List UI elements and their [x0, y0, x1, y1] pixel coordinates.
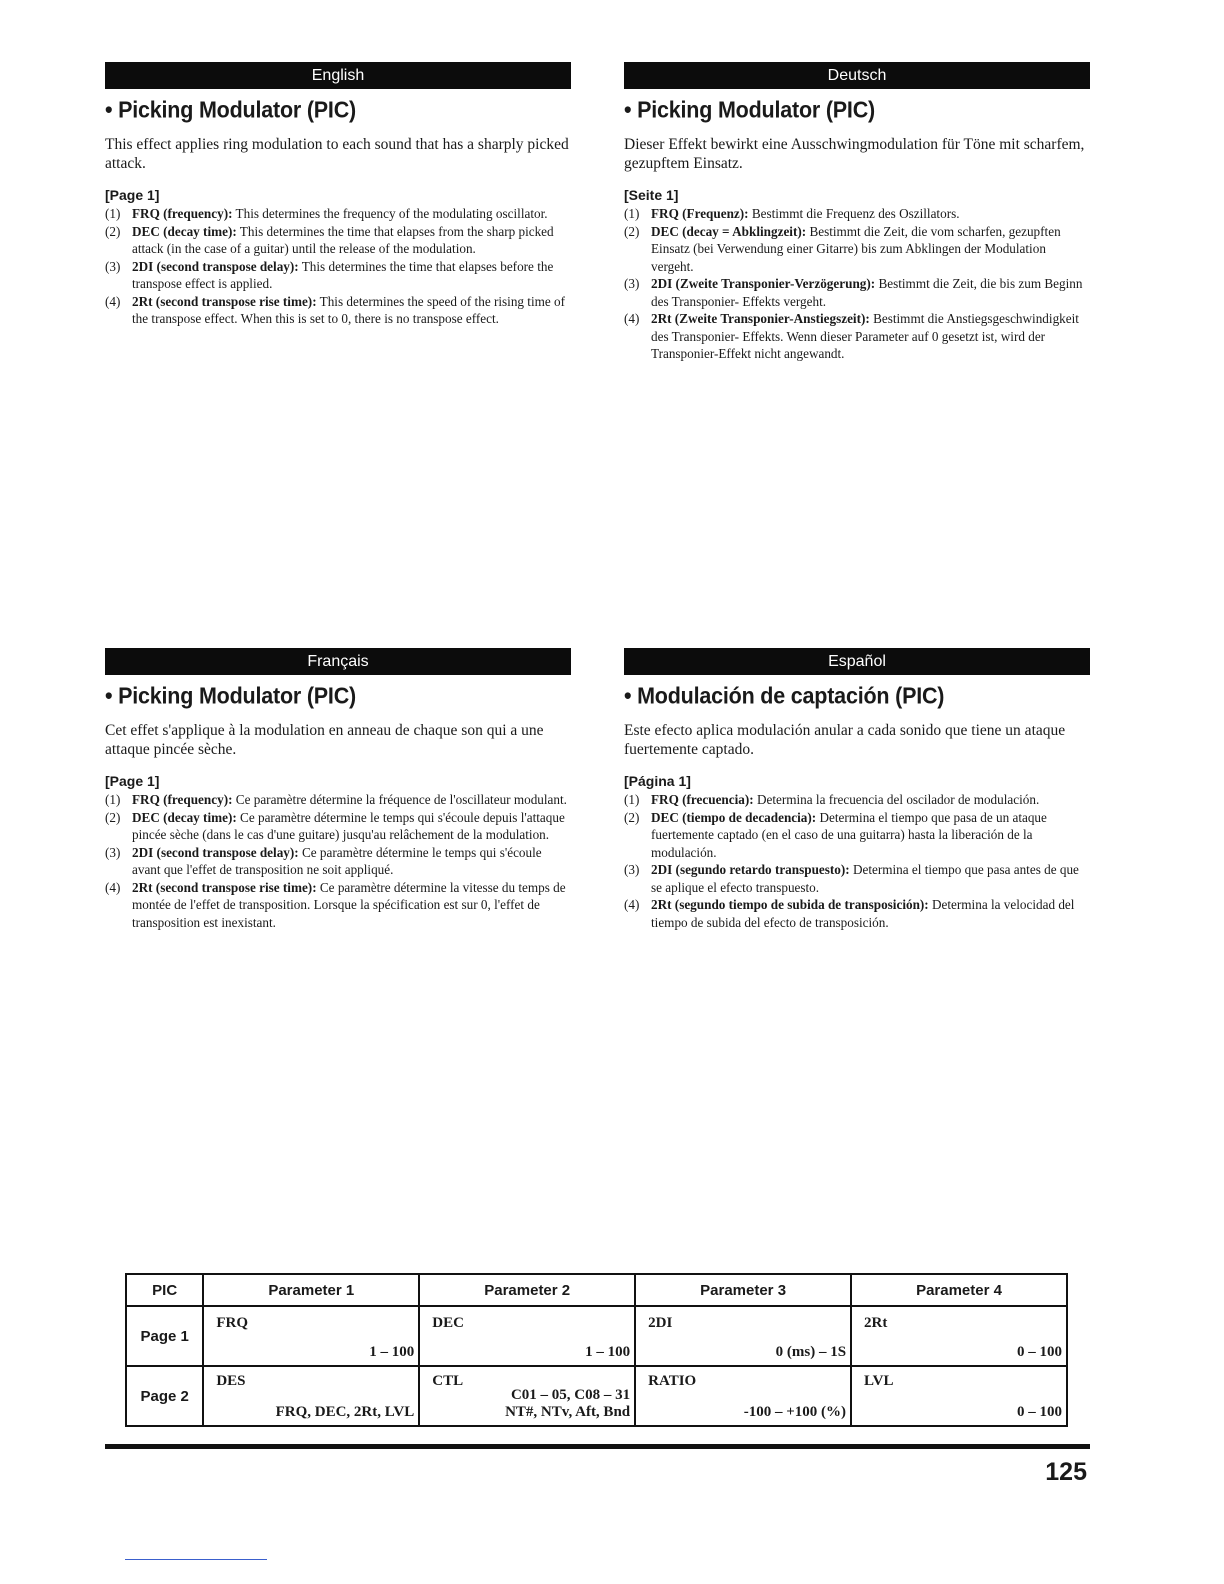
language-bar-deutsch: Deutsch: [624, 62, 1090, 89]
parameter-list-english: [105, 205, 571, 328]
language-bar-espanol: Español: [624, 648, 1090, 675]
section-deutsch: [624, 62, 1090, 363]
list-item: (4) 2Rt (Zweite Transponier-Anstiegszeit): Bestimmt die Anstiegsgeschwindigkeit des Transponier- Effekts. Wenn dieser Parameter auf 0 gesetzt ist, wird der Transponier-Effekt nicht angewandt.: [624, 311, 1079, 361]
list-item: (3) 2DI (segundo retardo transpuesto): Determina el tiempo que pasa antes de que se aplique el efecto transpuesto.: [624, 862, 1079, 895]
footer-rule: [105, 1444, 1090, 1449]
section-francais: [105, 648, 571, 931]
section-english: [105, 62, 571, 328]
parameter-list-deutsch: [624, 205, 1090, 363]
page-heading-deutsch: [Seite 1]: [624, 187, 679, 203]
intro-english: This effect applies ring modulation to each sound that has a sharply picked attack.: [105, 136, 569, 172]
table-row: [126, 1306, 1067, 1366]
section-title-english: • Picking Modulator (PIC): [105, 97, 356, 123]
table-cell: RATIO -100 – +100 (%): [635, 1366, 851, 1426]
list-item: (3) 2DI (second transpose delay): Ce paramètre détermine le temps qui s'écoule avant que l'effet de transposition ne soit appliqué.: [105, 844, 542, 877]
table-cell: DEC 1 – 100: [419, 1306, 635, 1366]
header-pic: PIC: [126, 1274, 203, 1306]
section-title-deutsch: • Picking Modulator (PIC): [624, 97, 875, 123]
parameter-list-francais: [105, 791, 571, 931]
page-number: 125: [1045, 1458, 1087, 1486]
section-espanol: [624, 648, 1090, 931]
language-bar-francais: Français: [105, 648, 571, 675]
section-title-francais: • Picking Modulator (PIC): [105, 683, 356, 709]
list-item: (3) 2DI (Zweite Transponier-Verzögerung): Bestimmt die Zeit, die bis zum Beginn des Transponier- Effekts vergeht.: [624, 276, 1083, 309]
list-item: (1) FRQ (frecuencia): Determina la frecuencia del oscilador de modulación.: [624, 792, 1040, 807]
table-cell: 2DI 0 (ms) – 1S: [635, 1306, 851, 1366]
list-item: (2) DEC (decay time): Ce paramètre détermine le temps qui s'écoule depuis l'attaque pincée sèche (dans le cas d'une guitare) jusqu'au relâchement de la modulation.: [105, 809, 565, 842]
section-title-espanol: • Modulación de captación (PIC): [624, 683, 945, 709]
table-row: [126, 1366, 1067, 1426]
row-label-page-1: Page 1: [126, 1306, 203, 1366]
list-item: (2) DEC (tiempo de decadencia): Determina el tiempo que pasa de un ataque fuertemente captado (en el caso de una guitarra) hasta la liberación de la modulación.: [624, 809, 1047, 860]
table-cell: CTL C01 – 05, C08 – 31 NT#, NTv, Aft, Bnd: [419, 1366, 635, 1426]
list-item: (2) DEC (decay time): This determines the time that elapses from the sharp picked attack (in the case of a guitar) until the release of the modulation.: [105, 223, 554, 256]
page-heading-espanol: [Página 1]: [624, 773, 691, 789]
header-parameter-1: Parameter 1: [203, 1274, 419, 1306]
list-item: (1) FRQ (frequency): Ce paramètre détermine la fréquence de l'oscillateur modulant.: [105, 792, 567, 807]
row-label-page-2: Page 2: [126, 1366, 203, 1426]
table-header-row: [126, 1274, 1067, 1306]
parameter-list-espanol: [624, 791, 1090, 931]
header-parameter-3: Parameter 3: [635, 1274, 851, 1306]
table-cell: FRQ 1 – 100: [203, 1306, 419, 1366]
language-bar-english: English: [105, 62, 571, 89]
table-cell: 2Rt 0 – 100: [851, 1306, 1067, 1366]
list-item: (1) FRQ (Frequenz): Bestimmt die Frequenz des Oszillators.: [624, 206, 960, 221]
parameter-table: [125, 1273, 1068, 1427]
intro-francais: Cet effet s'applique à la modulation en anneau de chaque son qui a une attaque pincée sèche.: [105, 722, 544, 758]
page-heading-english: [Page 1]: [105, 187, 160, 203]
list-item: (4) 2Rt (second transpose rise time): Ce paramètre détermine la vitesse du temps de montée de l'effet de transposition. Lorsque la spécification est sur 0, l'effet de transposition est inexistant.: [105, 879, 566, 930]
footer-line: [125, 1559, 267, 1560]
table-cell: LVL 0 – 100: [851, 1366, 1067, 1426]
list-item: (1) FRQ (frequency): This determines the frequency of the modulating oscillator.: [105, 206, 548, 221]
intro-deutsch: Dieser Effekt bewirkt eine Ausschwingmodulation für Töne mit scharfem, gezupftem Einsatz.: [624, 136, 1085, 172]
header-parameter-4: Parameter 4: [851, 1274, 1067, 1306]
list-item: (3) 2DI (second transpose delay): This determines the time that elapses before the transpose effect is applied.: [105, 258, 554, 291]
intro-espanol: Este efecto aplica modulación anular a cada sonido que tiene un ataque fuertemente captado.: [624, 722, 1066, 758]
header-parameter-2: Parameter 2: [419, 1274, 635, 1306]
page-heading-francais: [Page 1]: [105, 773, 160, 789]
table-cell: DES FRQ, DEC, 2Rt, LVL: [203, 1366, 419, 1426]
list-item: (4) 2Rt (second transpose rise time): This determines the speed of the rising time of the transpose effect. When this is set to 0, there is no transpose effect.: [105, 293, 566, 326]
list-item: (2) DEC (decay = Abklingzeit): Bestimmt die Zeit, die vom scharfen, gezupften Einsatz (bei Verwendung einer Gitarre) bis zum Abklingen der Modulation vergeht.: [624, 223, 1061, 274]
list-item: (4) 2Rt (segundo tiempo de subida de transposición): Determina la velocidad del tiempo de subida del efecto de transposición.: [624, 897, 1075, 930]
